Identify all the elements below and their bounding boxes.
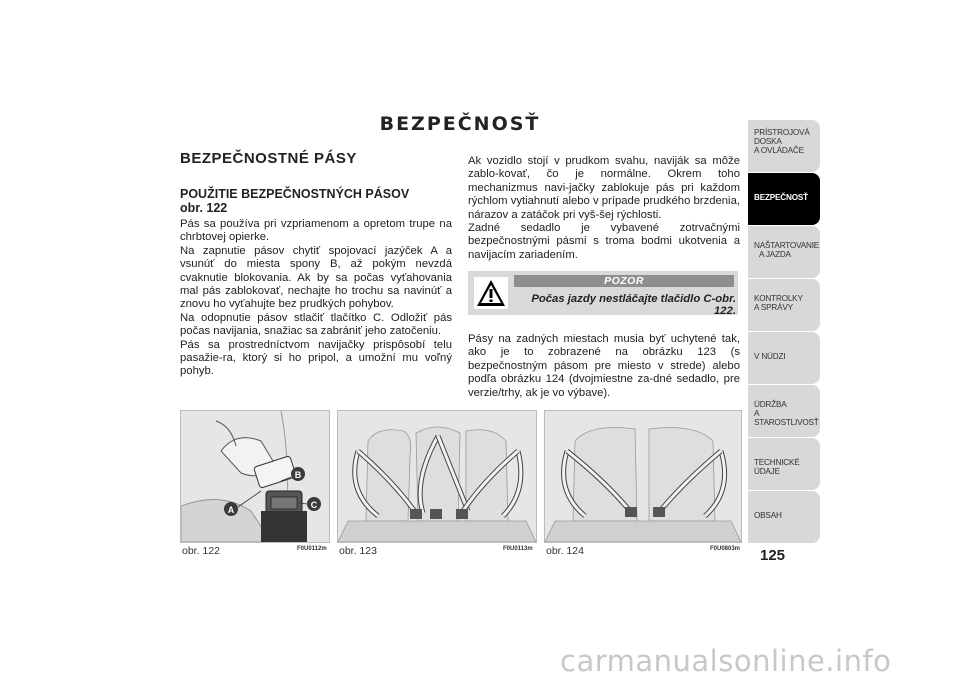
tab-label: A JAZDA bbox=[759, 250, 791, 259]
rear-seat-three-belts-illustration bbox=[338, 411, 536, 542]
subsection-figure-ref: obr. 122 bbox=[180, 201, 228, 215]
right-column-text-bottom bbox=[468, 333, 740, 400]
figure-caption: obr. 122 bbox=[182, 545, 220, 557]
paragraph: Pás sa prostredníctvom navijačky prispôsobí telu pasažie-ra, ktorý si ho pripol, a umožní mu voľný pohyb. bbox=[180, 338, 452, 378]
tab-label: KONTROLKY bbox=[754, 294, 803, 303]
paragraph: Ak vozidlo stojí v prudkom svahu, naviják sa môže zablo-kovať, čo je normálne. Okrem toho mechanizmus navi-jačky zablokuje pás pri každom rýchlom vytiahnutí alebo v prípade prudkého brzdenia, nárazov a zatáčok pri vyš-šej rýchlosti. bbox=[468, 155, 740, 221]
tab-label: A STAROSTLIVOSŤ bbox=[754, 409, 819, 427]
tab-technicke-udaje[interactable] bbox=[748, 438, 820, 490]
warning-box bbox=[468, 271, 738, 315]
tab-label: PRÍSTROJOVÁ bbox=[754, 128, 810, 137]
figure-124 bbox=[544, 410, 742, 543]
page-number: 125 bbox=[760, 547, 786, 564]
warning-text: Počas jazdy nestláčajte tlačidlo C-obr. 122. bbox=[531, 293, 736, 317]
tab-label: NAŠTARTOVANIE bbox=[754, 241, 820, 250]
figure-code: F0U0113m bbox=[503, 546, 533, 552]
warning-triangle-icon bbox=[474, 277, 508, 309]
watermark: carmanualsonline.info bbox=[560, 644, 892, 678]
paragraph: Pásy na zadných miestach musia byť uchytené tak, ako je to zobrazené na obrázku 123 (s bezpečnostným pásom pre miesto v strede) alebo podľa obrázku 124 (dvojmiestne za-dné sedadlo, pre verzie/trhy, ak je vo výbave). bbox=[468, 333, 740, 399]
tab-label: TECHNICKÉ ÚDAJE bbox=[754, 458, 800, 476]
figure-caption: obr. 124 bbox=[546, 545, 584, 557]
figure-code: F0U0112m bbox=[297, 546, 327, 552]
tab-kontrolky[interactable] bbox=[748, 279, 820, 331]
right-column-text bbox=[468, 155, 740, 262]
left-column-text bbox=[180, 218, 452, 379]
figure-caption: obr. 123 bbox=[339, 545, 377, 557]
tab-label: A OVLÁDAČE bbox=[754, 146, 804, 155]
tab-udrzba[interactable] bbox=[748, 385, 820, 437]
tab-v-nudzi[interactable] bbox=[748, 332, 820, 384]
callout-label: C bbox=[310, 500, 318, 510]
subsection-heading: POUŽITIE BEZPEČNOSTNÝCH PÁSOV bbox=[180, 187, 410, 201]
callout-label: A bbox=[227, 505, 235, 515]
section-title: BEZPEČNOSTNÉ PÁSY bbox=[180, 150, 357, 167]
tab-label: BEZPEČNOSŤ bbox=[754, 193, 808, 202]
tab-label: ÚDRŽBA bbox=[754, 400, 787, 409]
callout-label: B bbox=[294, 470, 302, 480]
tab-label: V NÚDZI bbox=[754, 352, 786, 361]
tab-label: OBSAH bbox=[754, 511, 782, 520]
tab-obsah[interactable] bbox=[748, 491, 820, 543]
paragraph: Zadné sedadlo je vybavené zotrvačnými bezpečnostnými pásmi s troma bodmi ukotvenia a navijacím zariadením. bbox=[468, 222, 740, 261]
tab-bezpecnost[interactable] bbox=[748, 173, 820, 225]
figure-123 bbox=[337, 410, 537, 543]
figure-122 bbox=[180, 410, 330, 543]
buckle-illustration bbox=[181, 411, 329, 542]
tab-nastartovanie[interactable] bbox=[748, 226, 820, 278]
tab-label: DOSKA bbox=[754, 137, 782, 146]
paragraph: Na zapnutie pásov chytiť spojovací jazýček A a vsunúť do miesta spony B, až pokým nevzdá cvaknutie blokovania. Ak by sa počas vyťahovania mal pás zablokovať, nechajte ho trochu sa navinúť a znovu ho vyťahujte bez prudkých pohybov. bbox=[180, 244, 452, 311]
warning-label: POZOR bbox=[514, 275, 734, 287]
tab-pristrojova-doska[interactable] bbox=[748, 120, 820, 172]
paragraph: Pás sa používa pri vzpriamenom a opretom trupe na chrbtovej opierke. bbox=[180, 218, 452, 244]
tab-label: A SPRÁVY bbox=[754, 303, 793, 312]
paragraph: Na odopnutie pásov stlačiť tlačítko C. Odložiť pás počas navijania, snažiac sa zabrániť jeho zatočeniu. bbox=[180, 311, 452, 338]
subsection-title bbox=[180, 187, 409, 215]
chapter-title: BEZPEČNOSŤ bbox=[379, 113, 541, 135]
rear-seat-two-belts-illustration bbox=[545, 411, 741, 542]
figure-code: F0U0803m bbox=[710, 546, 741, 552]
